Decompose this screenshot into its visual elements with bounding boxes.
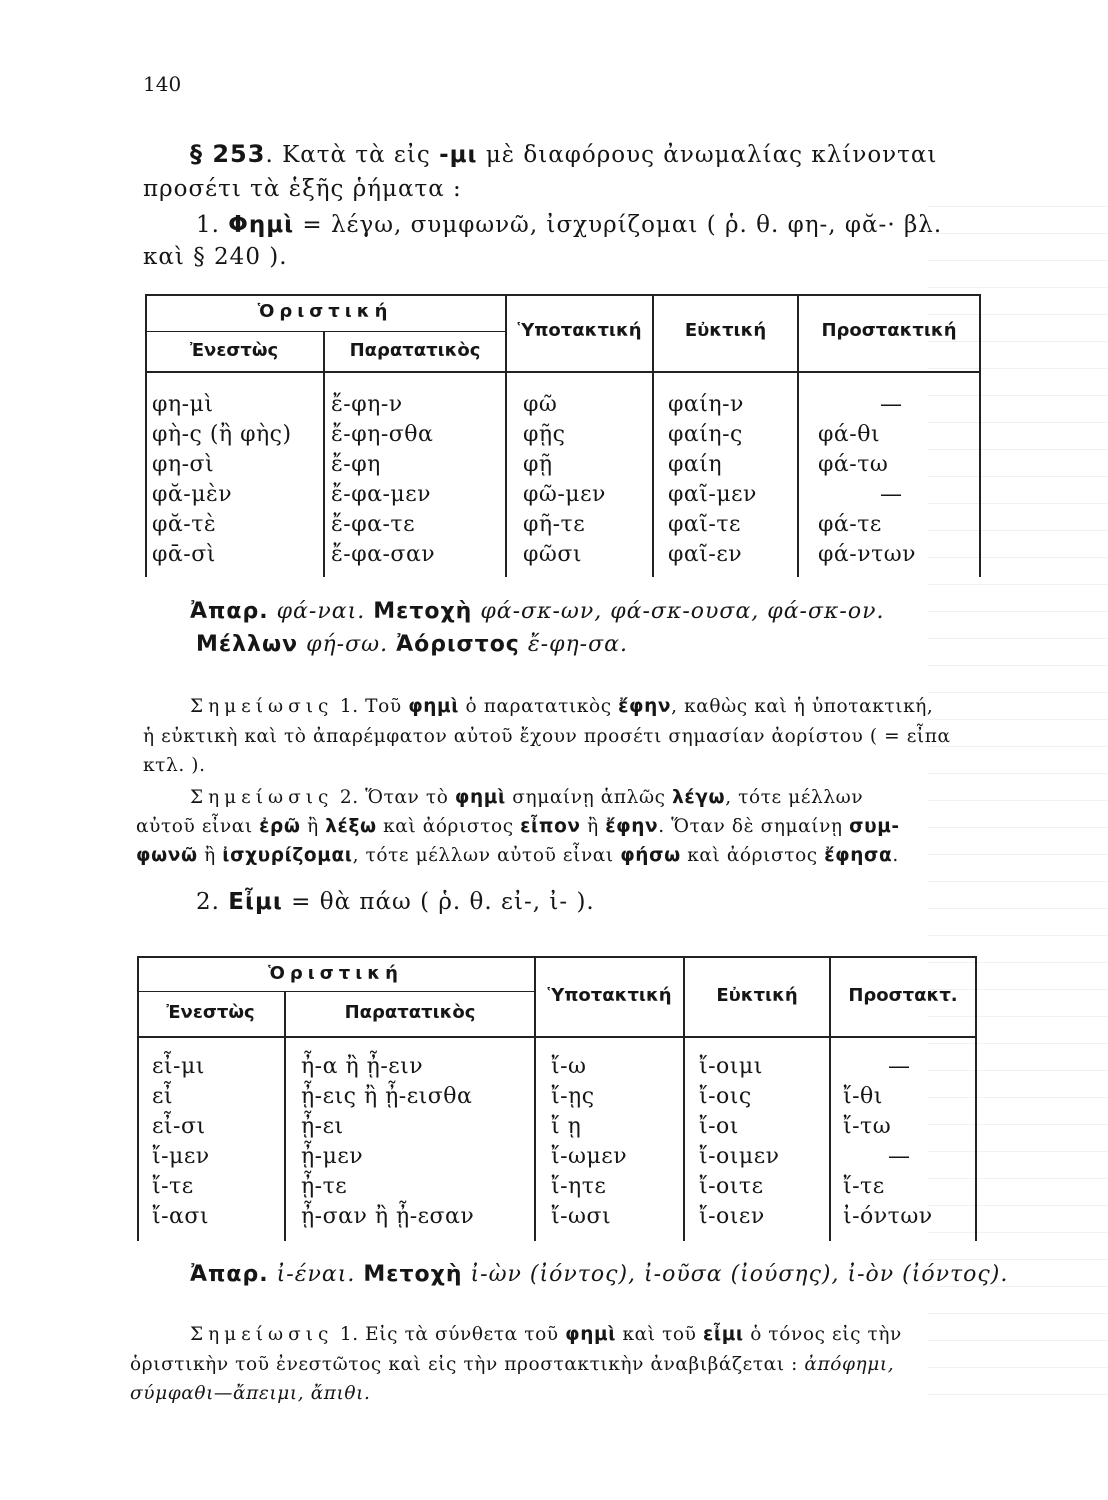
table2-cell: ἴ-οιτε	[699, 1174, 764, 1199]
table2-cell: ᾖ-μεν	[301, 1144, 364, 1169]
table1-cell: φη-μὶ	[152, 392, 214, 417]
note1-line1: Σημείωσις 1. Τοῦ φημὶ ὁ παρατατικὸς ἔφην, καθὼς καὶ ἡ ὑποτακτική,	[190, 696, 934, 717]
header-paratatikos: Παρατατικὸς	[349, 340, 481, 361]
section-heading: § 253. Κατὰ τὰ εἰς -μι μὲ διαφόρους ἀνωμαλίας κλίνονται	[190, 140, 938, 168]
table2-cell: ἴ-θι	[843, 1084, 883, 1109]
table2-cell: ᾖ-τε	[301, 1174, 348, 1199]
table1-cell: φὴ-ς (ἢ φὴς)	[152, 422, 292, 447]
phemi-forms-line2: Μέλλων φή-σω. Ἀόριστος ἔ-φη-σα.	[196, 632, 628, 657]
table1-cell: φη-σὶ	[152, 452, 215, 477]
phemi-forms-line1: Ἀπαρ. φά-ναι. Μετοχὴ φά-σκ-ων, φά-σκ-ουσα, φά-σκ-ον.	[190, 599, 885, 624]
table2-cell: —	[888, 1054, 911, 1079]
table1-cell: ἔ-φη-ν	[331, 392, 403, 417]
table1-cell: ἔ-φα-τε	[331, 512, 416, 537]
table1-cell: ἔ-φη	[331, 452, 381, 477]
table1-cell: φαίη-ς	[668, 422, 743, 447]
table2-cell: ἴ-τε	[152, 1174, 194, 1199]
table1-cell: φαῖ-εν	[668, 542, 743, 567]
table1-cell: φᾰ-μὲν	[152, 482, 233, 507]
mi-suffix: -μι	[439, 142, 478, 168]
table1-cell: φῶ	[523, 392, 558, 417]
header2-paratatikos: Παρατατικὸς	[344, 1002, 476, 1023]
table2-cell: ἴ-οις	[699, 1084, 752, 1109]
note2-line1: Σημείωσις 2. Ὅταν τὸ φημὶ σημαίνῃ ἁπλῶς λέγω, τότε μέλλων	[190, 787, 864, 808]
header2-prostaktiki: Προστακτ.	[848, 985, 958, 1006]
table2-cell: ἴ-οιμι	[699, 1054, 763, 1079]
header-enestos: Ἐνεστὼς	[189, 340, 279, 361]
table1-cell: φῶσι	[523, 542, 582, 567]
table1-cell: φαῖ-μεν	[668, 482, 757, 507]
table2-cell: εἶ	[152, 1084, 174, 1109]
table2-cell: ἴ-τε	[843, 1174, 885, 1199]
table1-cell: —	[880, 392, 903, 417]
section-line2: προσέτι τὰ ἑξῆς ῥήματα :	[143, 176, 462, 202]
table2-cell: ἴ-μεν	[152, 1144, 210, 1169]
header-euktiki: Εὐκτική	[684, 320, 767, 341]
table2-cell: ἴ-ῃς	[551, 1084, 595, 1109]
table1-cell: φᾱ-σὶ	[152, 542, 216, 567]
header-ypotaktiki: Ὑποτακτική	[517, 320, 642, 341]
table2-cell: εἶ-σι	[152, 1114, 206, 1139]
table2-cell: ᾖ-σαν ἢ ᾖ-εσαν	[301, 1204, 475, 1229]
header-oristiki: Ὁριστική	[257, 301, 393, 322]
table1-cell: φαῖ-τε	[668, 512, 741, 537]
table2-cell: ἴ-ητε	[551, 1174, 607, 1199]
table2-cell: ἴ-τω	[843, 1114, 892, 1139]
verb2-heading: 2. Εἶμι = θὰ πάω ( ῥ. θ. εἰ-, ἰ- ).	[196, 889, 595, 915]
note3-line3: σύμφαθι—ἄπειμι, ἄπιθι.	[130, 1383, 371, 1404]
table1-cell: φῆ-τε	[523, 512, 586, 537]
table2-cell: ἴ-οι	[699, 1114, 739, 1139]
note2-line3: φωνῶ ἢ ἰσχυρίζομαι, τότε μέλλων αὐτοῦ εἶναι φήσω καὶ ἀόριστος ἔφησα.	[136, 845, 899, 866]
table2-cell: ἴ-ω	[551, 1054, 587, 1079]
table2-cell: ἴ-οιμεν	[699, 1144, 780, 1169]
section-sign: § 253	[190, 140, 266, 168]
table1-cell: ἔ-φα-μεν	[331, 482, 432, 507]
note2-line2: αὐτοῦ εἶναι ἐρῶ ἢ λέξω καὶ ἀόριστος εἶπον ἢ ἔφην. Ὅταν δὲ σημαίνῃ συμ-	[136, 816, 900, 837]
table2-cell: εἶ-μι	[152, 1054, 205, 1079]
table2-cell: ἴ-ωσι	[551, 1204, 612, 1229]
verb1-heading: 1. Φημὶ = λέγω, συμφωνῶ, ἰσχυρίζομαι ( ῥ. θ. φη-, φᾰ-· βλ.	[196, 212, 943, 238]
table2-cell: ἴ-ωμεν	[551, 1144, 628, 1169]
table1-cell: —	[880, 482, 903, 507]
note1-line2: ἡ εὐκτικὴ καὶ τὸ ἀπαρέμφατον αὐτοῦ ἔχουν προσέτι σημασίαν ἀορίστου ( = εἶπα	[143, 726, 951, 747]
header2-oristiki: Ὁριστική	[268, 963, 403, 984]
table1-cell: φῇ	[523, 452, 553, 477]
table1-cell: φά-θι	[818, 422, 881, 447]
note1-line3: κτλ. ).	[143, 755, 206, 776]
table1-cell: φά-ντων	[818, 542, 917, 567]
table2-cell: ἴ-οιεν	[699, 1204, 765, 1229]
page-number: 140	[143, 72, 182, 96]
table1-cell: ἔ-φη-σθα	[331, 422, 434, 447]
table2-cell: —	[888, 1144, 911, 1169]
header2-enestos: Ἐνεστὼς	[166, 1002, 255, 1023]
table1-cell: φαίη-ν	[668, 392, 744, 417]
verb2-lemma: Εἶμι	[228, 889, 283, 915]
table2-cell: ἴ ῃ	[551, 1114, 582, 1139]
table1-cell: φῇς	[523, 422, 566, 447]
eimi-forms-line: Ἀπαρ. ἰ-έναι. Μετοχὴ ἰ-ὼν (ἰόντος), ἰ-οῦσα (ἰούσης), ἰ-ὸν (ἰόντος).	[190, 1262, 1009, 1287]
table1-cell: φά-τε	[818, 512, 882, 537]
header2-euktiki: Εὐκτική	[716, 985, 798, 1006]
table2-cell: ἰ-όντων	[843, 1204, 933, 1229]
table2-cell: ἦ-α ἢ ᾖ-ειν	[301, 1054, 424, 1079]
table2-cell: ᾖ-ει	[301, 1114, 344, 1139]
header2-ypotaktiki: Ὑποτακτική	[547, 985, 672, 1006]
show-through-shadow	[928, 180, 1108, 1400]
table1-cell: ἔ-φα-σαν	[331, 542, 436, 567]
table1-cell: φαίη	[668, 452, 723, 477]
verb1-lemma: Φημὶ	[228, 212, 295, 238]
verb1-def-cont: καὶ § 240 ).	[143, 244, 288, 270]
table1-cell: φά-τω	[818, 452, 889, 477]
table2-cell: ἴ-ασι	[152, 1204, 210, 1229]
table2-cell: ᾖ-εις ἢ ᾖ-εισθα	[301, 1084, 473, 1109]
note3-line2: ὁριστικὴν τοῦ ἐνεστῶτος καὶ εἰς τὴν προστακτικὴν ἀναβιβάζεται : ἀπόφημι,	[130, 1354, 895, 1375]
table1-cell: φᾰ-τὲ	[152, 512, 217, 537]
table1-cell: φῶ-μεν	[523, 482, 606, 507]
note3-line1: Σημείωσις 1. Εἰς τὰ σύνθετα τοῦ φημὶ καὶ τοῦ εἶμι ὁ τόνος εἰς τὴν	[190, 1324, 902, 1345]
header-prostaktiki: Προστακτική	[821, 320, 957, 341]
